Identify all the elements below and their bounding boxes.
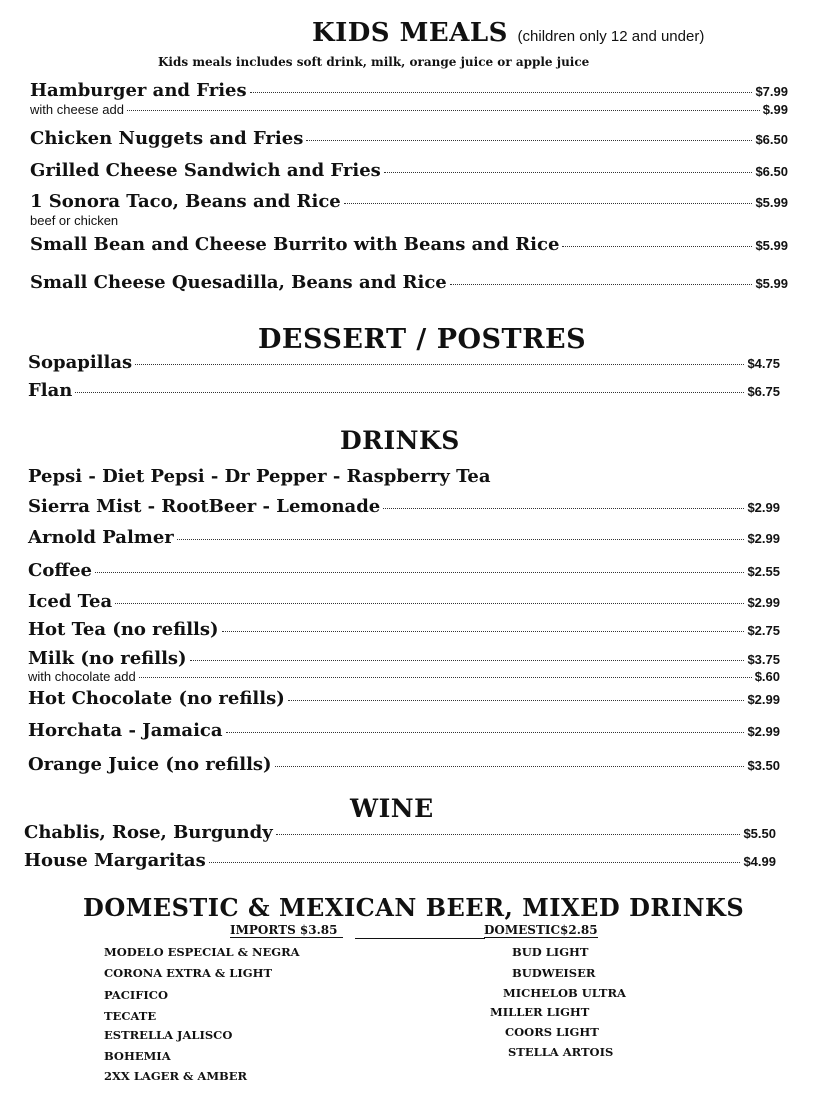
leader-dots [222,631,745,632]
leader-dots [306,140,752,141]
domestic-beer-item: STELLA ARTOIS [508,1045,614,1059]
item-name: Sopapillas [28,352,133,373]
leader-dots [276,834,741,835]
menu-item-addon [28,669,780,684]
menu-item [28,591,780,612]
leader-dots [562,246,752,247]
item-name: Milk (no refills) [28,648,187,669]
item-name: Sierra Mist - RootBeer - Lemonade [28,496,381,517]
item-price: $2.99 [747,500,780,515]
item-price: $5.99 [755,276,788,291]
leader-dots [384,172,753,173]
leader-dots [127,110,760,111]
item-price: $2.55 [747,564,780,579]
leader-dots [95,572,744,573]
item-name: Hamburger and Fries [30,80,247,101]
leader-dots [209,862,741,863]
item-name: with chocolate add [28,669,136,684]
menu-item [30,272,788,293]
item-price: $6.50 [755,164,788,179]
item-price: $5.99 [755,195,788,210]
wine-title: WINE [350,794,434,823]
leader-dots [75,392,744,393]
menu-item [30,80,788,101]
item-name: 1 Sonora Taco, Beans and Rice [30,191,341,212]
item-price: $2.99 [747,692,780,707]
beer-title: DOMESTIC & MEXICAN BEER, MIXED DRINKS [83,893,745,922]
leader-dots [135,364,744,365]
item-name: House Margaritas [24,850,206,871]
item-price: $2.99 [747,595,780,610]
dessert-title: DESSERT / POSTRES [258,324,587,355]
menu-item [28,688,780,709]
header-rule [355,938,485,939]
item-name: Chablis, Rose, Burgundy [24,822,273,843]
menu-item-addon [30,102,788,117]
item-name: Orange Juice (no refills) [28,754,272,775]
menu-item [28,648,780,669]
menu-item [28,380,780,401]
menu-item [30,128,788,149]
item-price: $3.50 [747,758,780,773]
leader-dots [288,700,745,701]
item-name: Hot Tea (no refills) [28,619,219,640]
item-name: Coffee [28,560,93,581]
item-name: Pepsi - Diet Pepsi - Dr Pepper - Raspberry Tea [28,466,491,487]
import-beer-item: TECATE [104,1009,157,1023]
import-beer-item: 2XX LAGER & AMBER [104,1069,248,1083]
item-name: Arnold Palmer [28,527,174,548]
leader-dots [344,203,753,204]
item-name: Flan [28,380,73,401]
leader-dots [450,284,753,285]
import-beer-item: MODELO ESPECIAL & NEGRA [104,945,300,959]
item-price: $7.99 [755,84,788,99]
item-price: $2.99 [747,724,780,739]
item-name: Small Cheese Quesadilla, Beans and Rice [30,272,447,293]
menu-item [28,352,780,373]
leader-dots [177,539,745,540]
menu-item [30,191,788,212]
item-name: Grilled Cheese Sandwich and Fries [30,160,381,181]
import-beer-item: PACIFICO [104,988,168,1002]
kids-meals-title [312,18,704,48]
domestic-beer-item: MILLER LIGHT [490,1005,590,1019]
item-name: Small Bean and Cheese Burrito with Beans and Rice [30,234,560,255]
item-name: Chicken Nuggets and Fries [30,128,304,149]
menu-item [30,234,788,255]
leader-dots [139,677,752,678]
kids-meals-heading: KIDS MEALS [312,18,508,48]
taco-note: beef or chicken [30,213,119,228]
item-name: Horchata - Jamaica [28,720,223,741]
item-price: $4.75 [747,356,780,371]
domestic-beer-item: BUD LIGHT [512,945,589,959]
item-price: $.60 [754,669,780,684]
leader-dots [190,660,745,661]
drinks-title: DRINKS [340,426,460,455]
imports-heading: IMPORTS $3.85 [230,923,343,938]
domestic-beer-item: COORS LIGHT [505,1025,599,1039]
item-price: $5.50 [743,826,776,841]
item-price: $6.50 [755,132,788,147]
menu-item [28,527,780,548]
soda-line [28,466,491,487]
item-price: $6.75 [747,384,780,399]
menu-item [28,619,780,640]
item-price: $4.99 [743,854,776,869]
menu-item [28,754,780,775]
domestic-beer-item: MICHELOB ULTRA [503,986,626,1000]
menu-item [24,822,776,843]
leader-dots [115,603,744,604]
item-price: $5.99 [755,238,788,253]
menu-item [28,720,780,741]
menu-item [28,560,780,581]
import-beer-item: ESTRELLA JALISCO [104,1028,233,1042]
leader-dots [226,732,745,733]
leader-dots [250,92,753,93]
kids-meals-note: Kids meals includes soft drink, milk, orange juice or apple juice [158,55,590,69]
import-beer-item: BOHEMIA [104,1049,171,1063]
domestic-beer-item: BUDWEISER [512,966,596,980]
item-name: Iced Tea [28,591,113,612]
item-price: $2.99 [747,531,780,546]
menu-item [28,496,780,517]
domestic-heading: DOMESTIC$2.85 [484,923,598,937]
menu-item [24,850,776,871]
leader-dots [275,766,745,767]
import-beer-item: CORONA EXTRA & LIGHT [104,966,273,980]
leader-dots [383,508,744,509]
item-name: Hot Chocolate (no refills) [28,688,285,709]
menu-item [30,160,788,181]
kids-meals-subtitle: (children only 12 and under) [517,28,705,45]
item-price: $2.75 [747,623,780,638]
item-price: $.99 [762,102,788,117]
item-price: $3.75 [747,652,780,667]
item-name: with cheese add [30,102,124,117]
